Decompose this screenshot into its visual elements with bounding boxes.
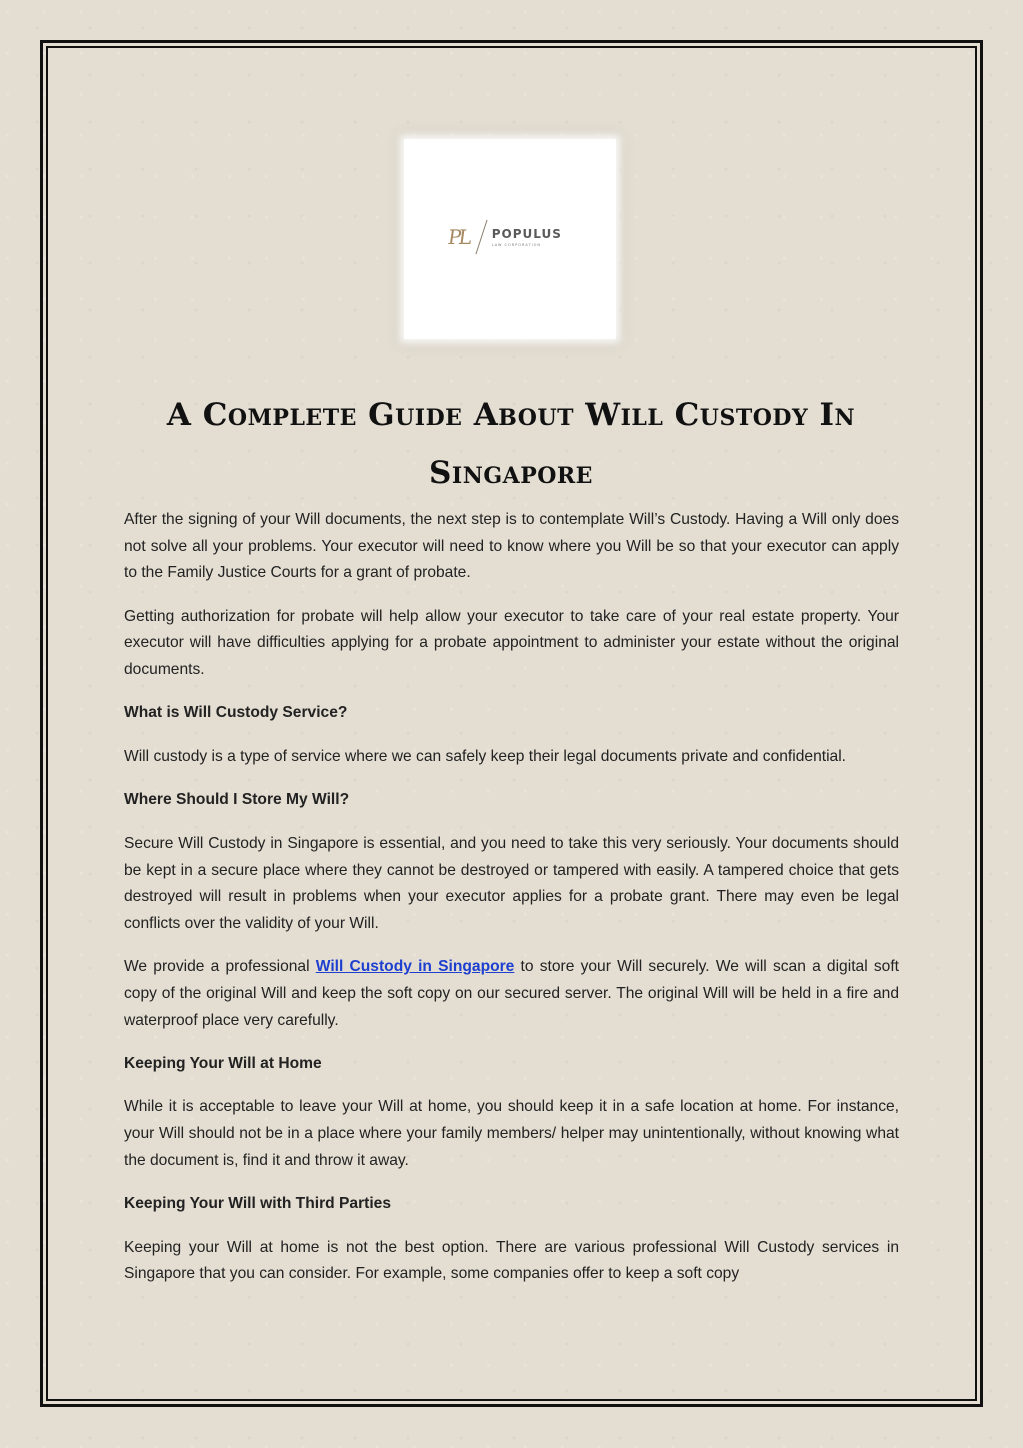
section-heading: Where Should I Store My Will? [124, 791, 350, 809]
section-heading: Keeping Your Will at Home [124, 1054, 322, 1072]
logo-subtitle: LAW CORPORATION [491, 243, 542, 247]
paragraph: Will custody is a type of service where we can safely keep their legal documents private and confidential. [124, 747, 847, 765]
paragraph: While it is acceptable to leave your Will at home, you should keep it in a safe location at home. For instance, your Will should not be in a place where your family members/ helper may unintentionally, without knowing what the document is, find it and throw it away. [124, 1098, 899, 1169]
section-heading: What is Will Custody Service? [124, 704, 348, 722]
article-body [124, 507, 899, 1305]
logo-name: POPULUS [491, 227, 562, 241]
paragraph-with-link [124, 954, 899, 1034]
title-line-2: Singapore [429, 455, 593, 491]
paragraph-text: We provide a professional [124, 958, 316, 976]
section-heading: Keeping Your Will with Third Parties [124, 1195, 392, 1213]
logo-card [404, 139, 616, 339]
logo-monogram: PL [446, 225, 471, 249]
logo-wordmark [492, 227, 562, 247]
logo-divider [475, 220, 487, 255]
paragraph: Keeping your Will at home is not the best option. There are various professional Will Custody services in Singapore that you can consider. For example, some companies offer to keep a soft copy [124, 1238, 899, 1283]
paragraph: After the signing of your Will documents, the next step is to contemplate Will’s Custody. Having a Will only does not solve all your problems. Your executor will need to know where you Will be so that your executor can apply to the Family Justice Courts for a grant of probate. [124, 511, 899, 582]
paragraph: Secure Will Custody in Singapore is essential, and you need to take this very seriously. Your documents should be kept in a secure place where they cannot be destroyed or tampered with easily. A tampered choice that gets destroyed will result in problems when your executor applies for a probate grant. There may even be legal conflicts over the validity of your Will. [124, 834, 899, 932]
will-custody-link[interactable]: Will Custody in Singapore [315, 958, 515, 976]
populus-logo [448, 219, 562, 255]
title-line-1: A Complete Guide About Will Custody In [166, 397, 856, 433]
paragraph-text: to store your Will securely. We will scan a digital soft copy of the original Will and keep the soft copy on our secured server. The original Will will be held in a fire and waterproof place very carefully. [124, 958, 899, 1029]
paragraph: Getting authorization for probate will help allow your executor to take care of your real estate property. Your executor will have difficulties applying for a probate appointment to administer your estate without the original documents. [124, 607, 899, 679]
page-title [110, 386, 912, 502]
